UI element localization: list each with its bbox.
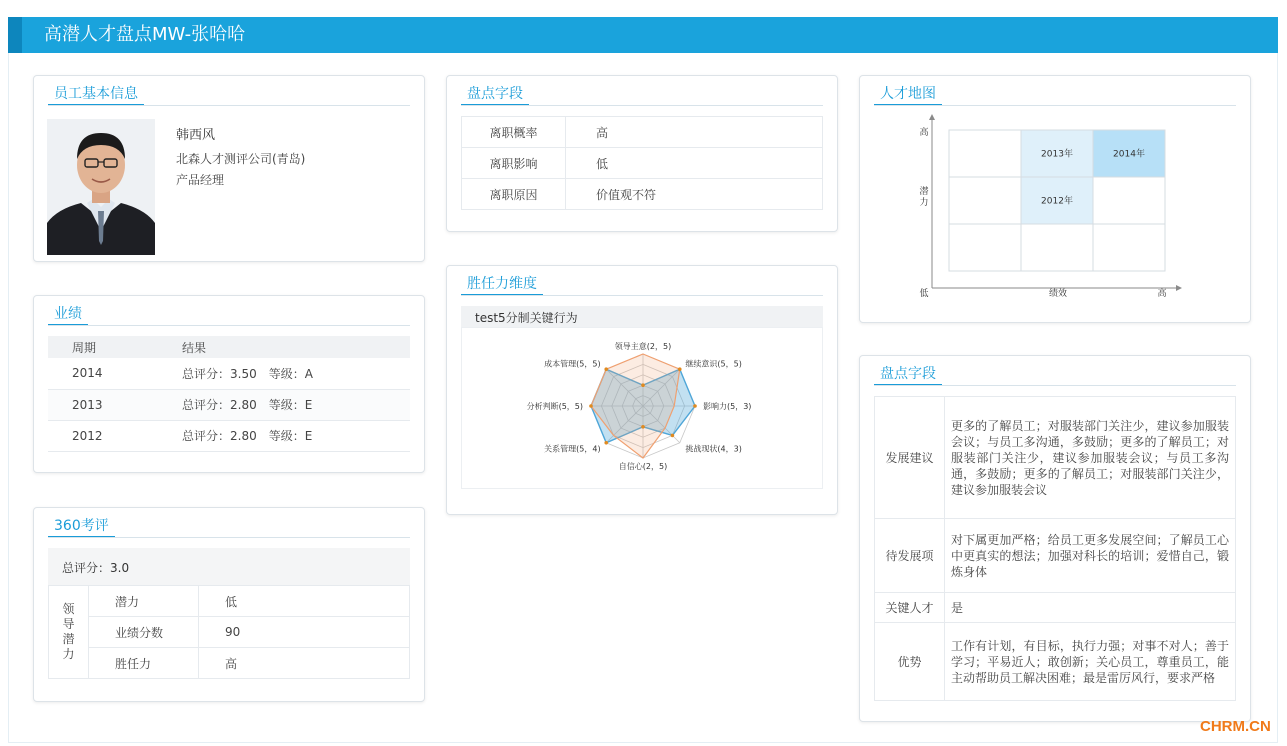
field-label: 关键人才 — [875, 593, 945, 623]
result-cell: 总评分：3.50 等级：A — [158, 358, 410, 389]
review360-card — [33, 507, 425, 702]
table-row — [462, 117, 823, 148]
field-label: 离职原因 — [462, 179, 566, 210]
page-title: 高潜人才盘点MW-张哈哈 — [44, 24, 246, 45]
radar-point — [671, 434, 675, 438]
table-row — [875, 593, 1236, 623]
field-label: 待发展项 — [875, 519, 945, 593]
field-value: 更多的了解员工；对服装部门关注少，建议参加服装会议；与员工多沟通，多鼓励；更多的了解员工；对服装部门关注少，建议参加服装会议；与员工多沟通，多鼓励；更多的了解员工；对服装部门关注少，建议参加服装会议 — [945, 397, 1236, 519]
field-value: 低 — [566, 148, 823, 179]
field-value: 高 — [566, 117, 823, 148]
table-row — [49, 617, 410, 648]
competency-subtitle: test5分制关键行为 — [461, 306, 823, 327]
title-divider — [461, 295, 823, 296]
table-row — [48, 420, 410, 451]
radar-point — [604, 367, 608, 371]
table-row — [875, 519, 1236, 593]
metric-label: 胜任力 — [89, 648, 199, 679]
talent-map-title: 人才地图 — [874, 84, 942, 106]
radar-chart — [462, 328, 824, 490]
x-axis-low-label: 低 — [919, 289, 929, 299]
table-row — [49, 586, 410, 617]
period-cell: 2014 — [48, 358, 158, 389]
radar-axis-label: 领导主意(2，5) — [614, 342, 672, 351]
radar-axis-label: 自信心(2，5) — [618, 462, 668, 471]
talent-map-cell — [1093, 224, 1165, 271]
page-header — [8, 17, 1278, 53]
radar-axis-label: 分析判断(5，5) — [526, 402, 583, 411]
metric-value: 高 — [199, 648, 410, 679]
metric-label: 业绩分数 — [89, 617, 199, 648]
title-divider — [461, 105, 823, 106]
talent-map-cell — [1093, 177, 1165, 224]
y-axis-arrow — [929, 114, 935, 120]
title-divider — [874, 385, 1236, 386]
competency-title: 胜任力维度 — [461, 274, 543, 296]
performance-card — [33, 295, 425, 473]
result-cell: 总评分：2.80 等级：E — [158, 389, 410, 420]
table-row — [48, 389, 410, 420]
talent-map-cell — [949, 130, 1021, 177]
field-value: 对下属更加严格；给员工更多发展空间；了解员工心中更真实的想法；加强对科长的培训；爱惜自己，锻炼身体 — [945, 519, 1236, 593]
title-divider — [48, 537, 410, 538]
inventory-table — [461, 116, 823, 210]
inventory-card — [446, 75, 838, 232]
title-divider — [48, 325, 410, 326]
radar-axis-label: 关系管理(5，4) — [544, 444, 601, 454]
competency-card — [446, 265, 838, 515]
radar-axis-label: 影响力(5，3) — [703, 402, 752, 411]
table-row — [48, 358, 410, 389]
metric-value: 90 — [199, 617, 410, 648]
y-axis-high-label: 高 — [919, 128, 929, 138]
y-axis-title: 力 — [919, 198, 929, 208]
talent-map-grid — [860, 76, 1252, 324]
talent-map-cell — [949, 177, 1021, 224]
radar-axis-label: 继续意识(5，5) — [685, 359, 742, 369]
column-header-period: 周期 — [48, 336, 158, 358]
metric-label: 潜力 — [89, 586, 199, 617]
talent-map-cell-label: 2014年 — [1113, 149, 1145, 160]
result-cell: 总评分：2.80 等级：E — [158, 420, 410, 451]
radar-point — [589, 404, 593, 408]
inventory-title: 盘点字段 — [461, 84, 529, 106]
employee-avatar — [47, 119, 155, 255]
performance-table — [48, 336, 410, 452]
table-row — [462, 148, 823, 179]
radar-point — [641, 383, 645, 387]
development-title: 盘点字段 — [874, 364, 942, 386]
x-axis-title: 绩效 — [1048, 289, 1068, 299]
radar-point — [693, 404, 697, 408]
field-label: 发展建议 — [875, 397, 945, 519]
radar-axis-label: 成本管理(5，5) — [544, 359, 601, 369]
performance-title: 业绩 — [48, 304, 88, 326]
field-value: 是 — [945, 593, 1236, 623]
leadership-potential-text: 领导潜力 — [62, 602, 75, 661]
radar-chart-box — [461, 327, 823, 489]
talent-map-card — [859, 75, 1251, 323]
development-card — [859, 355, 1251, 722]
table-row — [49, 648, 410, 679]
radar-point — [641, 425, 645, 429]
y-axis-title: 潜 — [919, 187, 929, 197]
review360-title: 360考评 — [48, 516, 115, 538]
employee-info-card — [33, 75, 425, 262]
radar-series-b — [591, 354, 680, 458]
table-row — [875, 623, 1236, 701]
watermark: CHRM.CN — [1200, 718, 1271, 735]
employee-position: 产品经理 — [176, 173, 225, 187]
employee-name: 韩西风 — [176, 128, 216, 143]
radar-axis-label: 挑战现状(4，3) — [685, 444, 742, 454]
field-value: 工作有计划，有目标，执行力强；对事不对人；善于学习；平易近人；敢创新；关心员工，尊重员工，能主动帮助员工解决困难；最是雷厉风行，要求严格 — [945, 623, 1236, 701]
review360-table — [48, 585, 410, 679]
radar-point — [678, 367, 682, 371]
table-row — [875, 397, 1236, 519]
metric-value: 低 — [199, 586, 410, 617]
radar-point — [604, 441, 608, 445]
header-accent — [8, 17, 22, 53]
title-divider — [48, 105, 410, 106]
field-label: 离职概率 — [462, 117, 566, 148]
field-label: 优势 — [875, 623, 945, 701]
x-axis-high-label: 高 — [1157, 289, 1167, 299]
employee-company: 北森人才测评公司(青岛) — [176, 152, 306, 166]
field-label: 离职影响 — [462, 148, 566, 179]
x-axis-arrow — [1176, 285, 1182, 291]
period-cell: 2013 — [48, 389, 158, 420]
table-row — [462, 179, 823, 210]
talent-map-cell — [1021, 224, 1093, 271]
column-header-result: 结果 — [158, 336, 410, 358]
talent-map-cell — [949, 224, 1021, 271]
talent-map-cell-label: 2013年 — [1041, 149, 1073, 160]
development-table — [874, 396, 1236, 701]
leadership-potential-label — [49, 586, 89, 679]
period-cell: 2012 — [48, 420, 158, 451]
review360-total: 总评分：3.0 — [48, 548, 410, 585]
employee-info-title: 员工基本信息 — [48, 84, 144, 106]
talent-map-cell-label: 2012年 — [1041, 196, 1073, 207]
field-value: 价值观不符 — [566, 179, 823, 210]
